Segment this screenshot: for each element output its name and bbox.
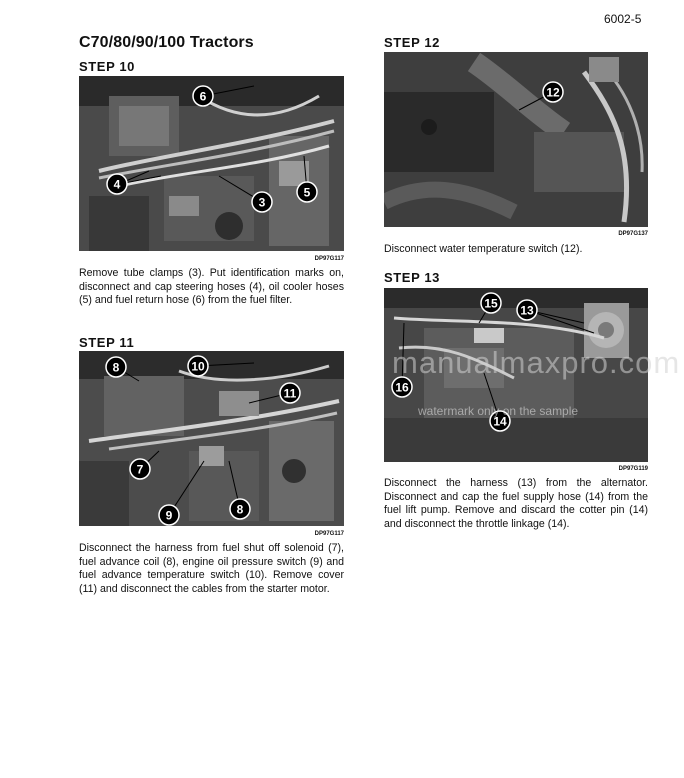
svg-text:6: 6 [199, 89, 207, 104]
callout-6 [193, 86, 213, 106]
svg-text:14: 14 [493, 414, 507, 429]
step-11-text: Disconnect the harness from fuel shut off solenoid (7), fuel advance coil (8), engine oil pressure switch (9) and fuel advance temperature switch (10). Remove cover (11) and disconnect the cables from the starter motor. [79, 542, 344, 595]
step-12-heading: STEP 12 [384, 35, 440, 50]
svg-text:11: 11 [283, 386, 297, 401]
svg-text:13: 13 [520, 303, 534, 318]
callout-8-top [106, 357, 126, 377]
watermark-text: manualmaxpro.com [392, 345, 681, 380]
svg-text:15: 15 [484, 296, 498, 311]
step-13-figure-ref: DP97G119 [618, 466, 648, 472]
watermark-subtext: watermark only on the sample [418, 404, 579, 418]
callout-8-bottom [230, 499, 250, 519]
step-12-figure-ref: DP97G137 [618, 231, 648, 237]
svg-text:10: 10 [191, 359, 205, 374]
svg-text:12: 12 [546, 85, 560, 100]
svg-text:8: 8 [236, 502, 244, 517]
svg-text:5: 5 [303, 185, 311, 200]
callout-10 [188, 356, 208, 376]
svg-text:8: 8 [112, 360, 120, 375]
callout-15 [481, 293, 501, 313]
step-10-figure-ref: DP97G117 [314, 256, 344, 262]
svg-text:9: 9 [165, 508, 173, 523]
callout-13 [517, 300, 537, 320]
step-11-heading: STEP 11 [79, 335, 135, 350]
step-12-text: Disconnect water temperature switch (12). [384, 243, 583, 255]
callout-7 [130, 459, 150, 479]
callout-3 [252, 192, 272, 212]
callout-5 [297, 182, 317, 202]
page-number: 6002-5 [604, 12, 642, 26]
step-13-text: Disconnect the harness (13) from the alternator. Disconnect and cap the fuel supply hose (14) from the fuel lift pump. Remove and discard the cotter pin (14) and disconnect the throttle linkage (14). [384, 477, 648, 530]
callout-4 [107, 174, 127, 194]
callout-9 [159, 505, 179, 525]
svg-text:7: 7 [136, 462, 144, 477]
page-title: C70/80/90/100 Tractors [79, 34, 254, 51]
step-11-photo [79, 351, 344, 526]
callout-12 [543, 82, 563, 102]
step-11-figure-ref: DP97G117 [314, 531, 344, 537]
svg-text:16: 16 [395, 380, 409, 395]
svg-text:4: 4 [113, 177, 121, 192]
step-12-photo [384, 52, 648, 227]
svg-text:3: 3 [258, 195, 266, 210]
step-10-heading: STEP 10 [79, 59, 135, 74]
step-10-text: Remove tube clamps (3). Put identification marks on, disconnect and cap steering hoses (4), oil cooler hoses (5) and fuel return hose (6) from the fuel filter. [79, 267, 344, 307]
callout-11 [280, 383, 300, 403]
step-10-photo [79, 76, 344, 251]
step-13-heading: STEP 13 [384, 270, 440, 285]
